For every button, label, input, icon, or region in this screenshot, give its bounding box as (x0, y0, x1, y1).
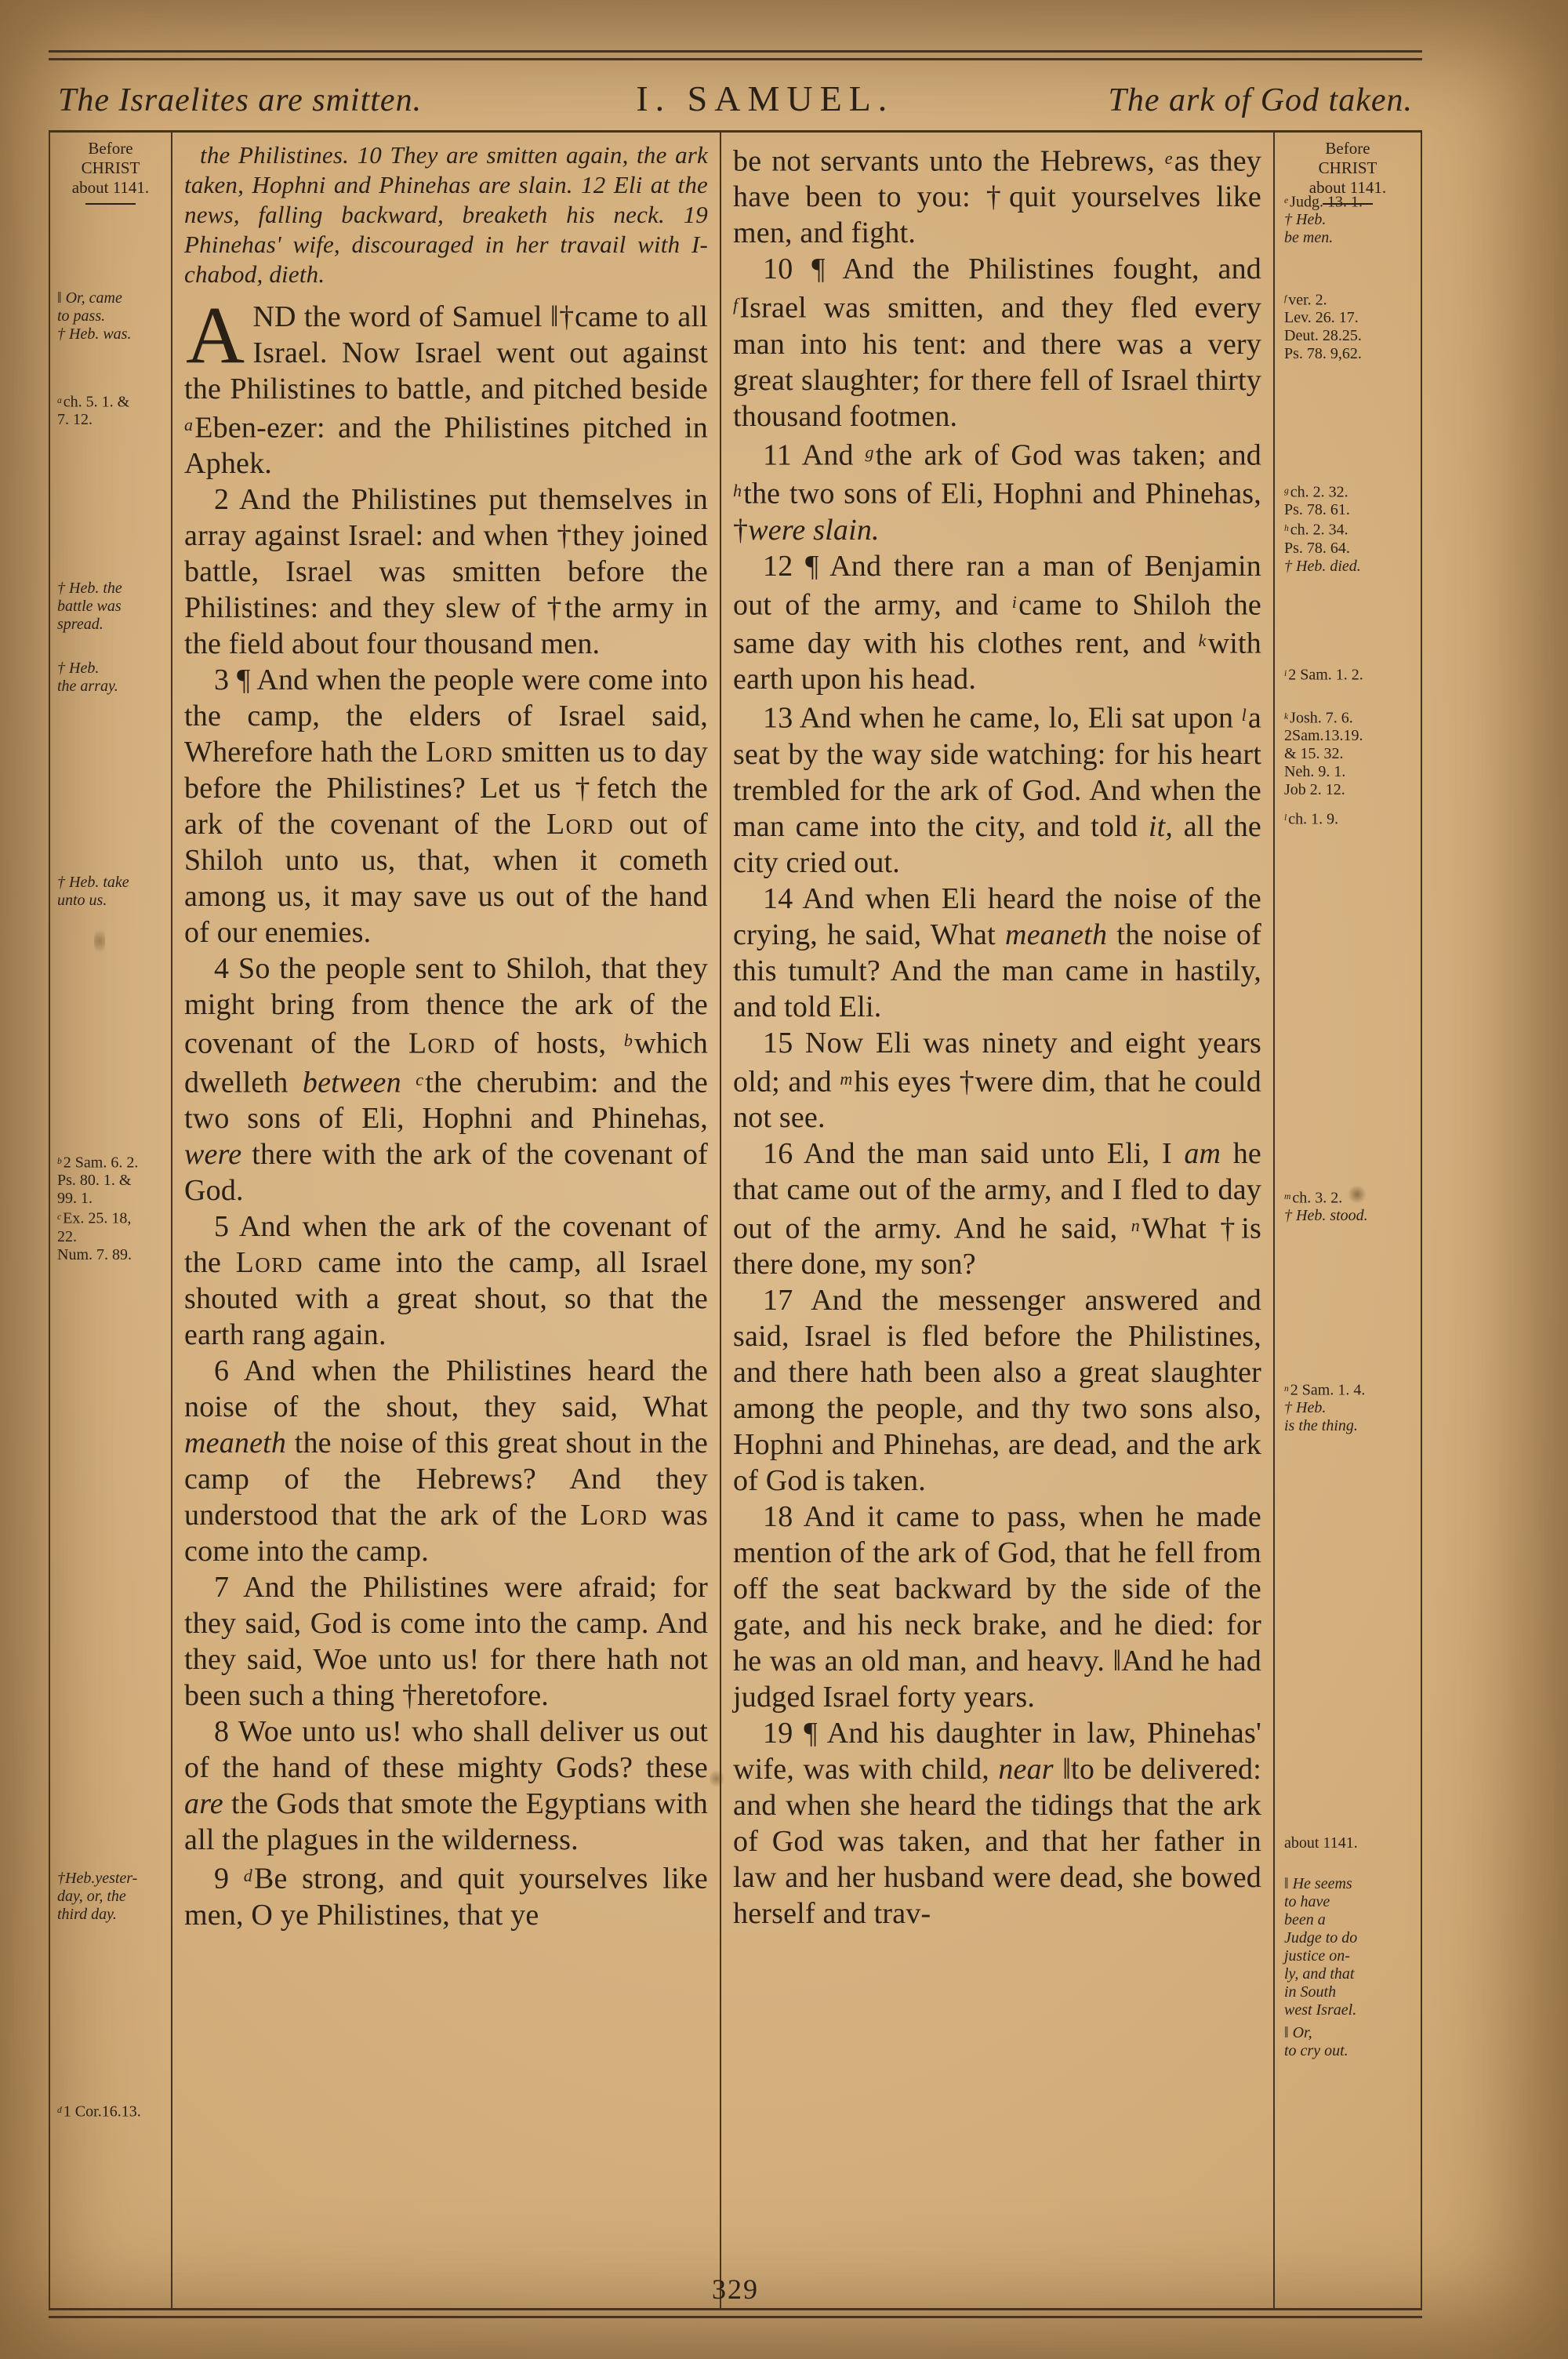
cross-reference-letter: a (184, 415, 194, 434)
left-margin-column (50, 133, 172, 2308)
heading-rule (85, 203, 136, 205)
margin-note: †Heb.yester- day, or, the third day. (57, 1870, 138, 1923)
margin-note: $^f$ ver. 2. Lev. 26. 17. Deut. 28.25. Ps. 78. 9,62. (1284, 291, 1362, 363)
margin-note: about 1141. (1284, 1834, 1358, 1852)
verse-paragraph: 11 And $^g$the ark of God was taken; and $^h$the two sons of Eli, Hophni and Phinehas, †were slain. (733, 438, 1261, 547)
cross-reference-letter: l (1241, 705, 1247, 725)
running-head-right: The ark of God taken. (1108, 82, 1413, 118)
running-head-center: I. SAMUEL. (636, 78, 895, 118)
margin-note: $^m$ ch. 3. 2. † Heb. stood. (1284, 1189, 1368, 1225)
cross-reference-letter: h (1284, 523, 1289, 534)
cross-reference-letter: l (1284, 812, 1287, 823)
margin-note: $^a$ ch. 5. 1. & 7. 12. (57, 393, 130, 429)
cross-reference-letter: b (57, 1156, 62, 1166)
verse-paragraph: 8 Woe unto us! who shall deliver us out of the hand of these mighty Gods? these are the Gods that smote the Egyptians with all the plagues in the wilderness. (184, 1715, 708, 1857)
verse-paragraph: 5 And when the ark of the covenant of the Lord came into the camp, all Israel shouted with a great shout, so that the earth rang again. (184, 1210, 708, 1352)
right-margin-column (1275, 133, 1421, 2308)
cross-reference-letter: k (1198, 630, 1207, 650)
running-head (49, 60, 1422, 130)
verse-paragraph: 10 ¶ And the Philistines fought, and $^f$Israel was smitten, and they fled every man into his tent: and there was a very great slaughter; for there fell of Israel thirty thousand footmen. (733, 253, 1261, 433)
verse-paragraph: 16 And the man said unto Eli, I am he that came out of the army, and I fled to day out of the army. And he said, $^n$What †is there done, my son? (733, 1137, 1261, 1281)
cross-reference-letter: i (1011, 591, 1018, 612)
cross-reference-letter: m (1284, 1191, 1291, 1201)
small-caps-word: Lord (408, 1027, 477, 1060)
verse-paragraph: 6 And when the Philistines heard the noise of the shout, they said, What meaneth the noise of this great shout in the camp of the Hebrews? And they understood that the ark of the Lord was come into the camp. (184, 1354, 708, 1568)
verse-paragraph: 9 $^d$Be strong, and quit yourselves like men, O ye Philistines, that ye (184, 1862, 708, 1932)
margin-note: ‖ Or, came to pass. † Heb. was. (57, 289, 132, 343)
page-number: 329 (712, 2274, 759, 2305)
cross-reference-letter: c (416, 1069, 424, 1089)
margin-note: ‖ He seems to have been a Judge to do justice on- ly, and that in South west Israel. (1284, 1875, 1358, 2019)
verse-paragraph: 7 And the Philistines were afraid; for they said, God is come into the camp. And they said, Woe unto us! for there hath not been such a thing †heretofore. (184, 1571, 708, 1713)
cross-reference-letter: i (1284, 668, 1287, 678)
verse-paragraph: 14 And when Eli heard the noise of the crying, he said, What meaneth the noise of this tumult? And the man came in hastily, and told Eli. (733, 881, 1261, 1023)
before-christ-heading-left: Before CHRIST about 1141. (50, 139, 171, 205)
running-head-left: The Israelites are smitten. (58, 82, 423, 118)
verse-paragraph: be not servants unto the Hebrews, $^e$as they have been to you: †quit yourselves like men, and fight. (733, 144, 1261, 250)
cross-reference-letter: n (1284, 1383, 1289, 1394)
cross-reference-letter: h (733, 481, 742, 501)
margin-note: † Heb. take unto us. (57, 874, 129, 909)
cross-reference-letter: m (840, 1068, 853, 1089)
cross-reference-letter: e (1164, 148, 1173, 168)
cross-reference-letter: g (1284, 485, 1289, 496)
margin-note: † Heb. the array. (57, 660, 118, 695)
right-text-column (721, 133, 1275, 2308)
cross-reference-letter: e (1284, 195, 1289, 205)
verse-paragraph: 3 ¶ And when the people were come into the camp, the elders of Israel said, Wherefore hath the Lord smitten us to day before the Philistines? Let us †fetch the ark of the covenant of the Lord out of Shiloh unto us, that, when it cometh among us, it may save us out of the hand of our enemies. (184, 663, 708, 950)
cross-reference-letter: g (865, 442, 874, 462)
top-double-rule (49, 50, 1422, 60)
verse-paragraph: 13 And when he came, lo, Eli sat upon $^l$a seat by the way side watching: for his heart trembled for the ark of God. And when the man came into the city, and told it, all the city cried out. (733, 701, 1261, 879)
margin-note: $^i$ 2 Sam. 1. 2. (1284, 666, 1363, 684)
cross-reference-letter: k (1284, 711, 1289, 722)
before-christ-heading-right: Before CHRIST about 1141. (1275, 139, 1421, 205)
page-frame (49, 50, 1422, 2318)
small-caps-word: Lord (546, 808, 615, 841)
verse-paragraph: 15 Now Eli was ninety and eight years old; and $^m$his eyes †were dim, that he could not see. (733, 1026, 1261, 1134)
margin-note: $^b$ 2 Sam. 6. 2. Ps. 80. 1. & 99. 1. $^c$ Ex. 25. 18, 22. Num. 7. 89. (57, 1154, 139, 1263)
bottom-double-rule (49, 2308, 1422, 2318)
cross-reference-letter: f (1284, 293, 1287, 304)
cross-reference-letter: f (733, 295, 739, 315)
chapter-summary: the Philistines. 10 They are smitten again, the ark taken, Hophni and Phinehas are slain. 12 Eli at the news, falling backward, breaketh his neck. 19 Phinehas' wife, discouraged in her travail with I-chabod, dieth. (184, 141, 708, 288)
drop-cap-initial: A (186, 290, 245, 380)
margin-note: ‖ Or, to cry out. (1284, 2024, 1348, 2059)
verse-paragraph: 2 And the Philistines put themselves in array against Israel: and when †they joined battle, Israel was smitten before the Philistines: and they slew of †the army in the field about four thousand men. (184, 483, 708, 661)
verse-paragraph: 19 ¶ And his daughter in law, Phinehas' wife, was with child, near ‖to be delivered: and when she heard the tidings that the ark of God was taken, and that her father in law and her husband were dead, she bowed herself and trav- (733, 1717, 1261, 1931)
cross-reference-letter: d (57, 2105, 62, 2115)
small-caps-word: Lord (580, 1499, 648, 1532)
verse-paragraph: 18 And it came to pass, when he made mention of the ark of God, that he fell from off the seat backward by the side of the gate, and his neck brake, and he died: for he was an old man, and heavy. ‖And he had judged Israel forty years. (733, 1500, 1261, 1714)
cross-reference-letter: c (57, 1212, 62, 1223)
verse-paragraph: 17 And the messenger answered and said, Israel is fled before the Philistines, and there hath been also a great slaughter among the people, and thy two sons also, Hophni and Phinehas, are dead, and the ark of God is taken. (733, 1284, 1261, 1498)
margin-note: $^n$ 2 Sam. 1. 4. † Heb. is the thing. (1284, 1381, 1366, 1435)
margin-note: $^k$ Josh. 7. 6. 2Sam.13.19. & 15. 32. Neh. 9. 1. Job 2. 12. (1284, 709, 1363, 799)
verse-paragraph: 4 So the people sent to Shiloh, that they might bring from thence the ark of the covenant of the Lord of hosts, $^b$which dwelleth between $^c$the cherubim: and the two sons of Eli, Hophni and Phinehas, were there with the ark of the covenant of God. (184, 952, 708, 1208)
cross-reference-letter: b (623, 1030, 633, 1051)
margin-note: $^g$ ch. 2. 32. Ps. 78. 61. $^h$ ch. 2. 34. Ps. 78. 64. † Heb. died. (1284, 483, 1361, 575)
verse-paragraph: 12 ¶ And there ran a man of Benjamin out of the army, and $^i$came to Shiloh the same day with his clothes rent, and $^k$with earth upon his head. (733, 549, 1261, 696)
text-columns (49, 133, 1422, 2308)
cross-reference-letter: n (1131, 1216, 1140, 1235)
verse-paragraph: AND the word of Samuel ‖†came to all Israel. Now Israel went out against the Philistines to battle, and pitched beside $^a$Eben-ezer: and the Philistines pitched in Aphek. (184, 290, 708, 481)
cross-reference-letter: d (243, 1866, 252, 1886)
small-caps-word: Lord (426, 736, 494, 769)
left-text-column (172, 133, 721, 2308)
margin-note: $^l$ ch. 1. 9. (1284, 810, 1339, 828)
margin-note: $^d$ 1 Cor.16.13. (57, 2103, 141, 2121)
small-caps-word: Lord (235, 1246, 303, 1280)
margin-note: $^e$ Judg. 13. 1. † Heb. be men. (1284, 193, 1363, 247)
margin-note: † Heb. the battle was spread. (57, 580, 122, 633)
cross-reference-letter: a (57, 395, 62, 405)
